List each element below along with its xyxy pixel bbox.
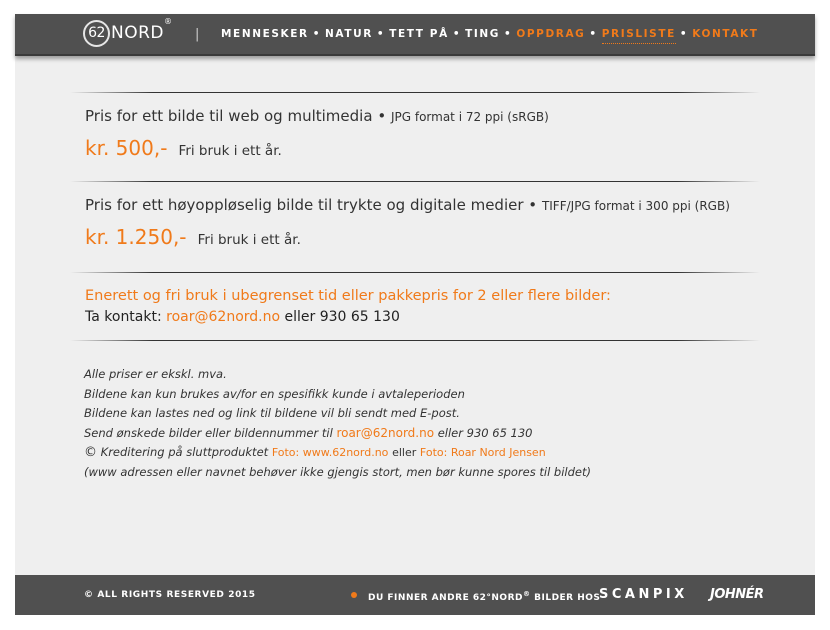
nav-dot: • [312,28,322,40]
contact-prefix: Ta kontakt: [85,309,162,325]
bullet: • [528,196,538,214]
divider [70,340,760,341]
web-price-amount: kr. 500,- [85,136,168,160]
footer-partners-text [368,590,600,603]
print-price-title [85,196,730,214]
note-order [84,424,591,444]
footer-bullet-icon [351,592,357,598]
note-credit [84,443,591,463]
nav-item-tett-pa[interactable]: TETT PÅ [389,28,449,40]
terms-notes [84,365,591,482]
divider [70,272,760,273]
nav-item-kontakt[interactable]: KONTAKT [692,28,759,40]
web-price-terms: Fri bruk i ett år. [178,143,282,159]
nav-item-ting[interactable]: TING [465,28,501,40]
footer-copyright: © ALL RIGHTS RESERVED 2015 [84,590,256,600]
credit-example-name: Foto: Roar Nord Jensen [419,446,546,459]
note-usage: Bildene kan kun brukes av/for en spesifikk kunde i avtaleperioden [84,386,465,401]
web-price-heading: Pris for ett bilde til web og multimedia [85,107,373,125]
note-delivery: Bildene kan lastes ned og link til bildene vil bli sendt med E-post. [84,406,460,420]
nav-separator: | [195,27,200,42]
exclusive-offer-heading: Enerett og fri bruk i ubegrenset tid eller pakkepris for 2 eller flere bilder: [85,288,611,304]
nav-item-oppdrag[interactable]: OPPDRAG [516,28,586,40]
nav-dot: • [504,28,513,40]
web-price-title [85,107,549,125]
logo-registered-mark: ® [164,17,172,26]
note-email-link[interactable]: roar@62nord.no [336,425,435,440]
print-price-row [85,225,301,249]
footer-find-suffix: BILDER HOS [534,593,601,603]
web-price-row [85,136,282,160]
print-price-amount: kr. 1.250,- [85,225,187,249]
divider [70,92,760,93]
bullet: • [377,107,387,125]
contact-line [85,309,400,325]
note-order-prefix: Send ønskede bilder eller bildennummer til [84,425,333,440]
nav-item-natur[interactable]: NATUR [325,28,373,40]
nav-dot: • [679,28,689,40]
copyright-icon: © [84,445,97,460]
footer-bar [15,575,815,615]
footer-registered-mark: ® [522,590,531,598]
contact-phone: eller 930 65 130 [284,309,400,325]
logo-word: NORD [111,23,164,43]
scanpix-logo-link[interactable]: SCANPIX [599,587,688,602]
note-credit-prefix: Kreditering på sluttproduktet [100,445,269,459]
nav-dot: • [452,28,462,40]
web-format: JPG format i 72 ppi (sRGB) [390,110,549,124]
nav-dot: • [589,28,598,40]
nav-item-prisliste[interactable]: PRISLISTE [602,28,676,44]
note-order-suffix: eller 930 65 130 [437,425,533,440]
nav-dot: • [376,28,386,40]
divider [70,181,760,182]
contact-email-link[interactable]: roar@62nord.no [166,309,281,325]
logo-circle: 62 [83,20,110,47]
credit-or: eller [392,446,417,459]
page-frame [15,14,815,615]
top-navigation-bar [15,14,815,56]
johner-logo-link[interactable]: JOHNÉR [710,587,764,602]
print-format: TIFF/JPG format i 300 ppi (RGB) [541,199,730,213]
footer-find-prefix: DU FINNER ANDRE 62°NORD [368,593,523,603]
print-price-terms: Fri bruk i ett år. [197,232,301,248]
print-price-heading: Pris for ett høyoppløselig bilde til trykte og digitale medier [85,196,524,214]
note-credit-size: (www adressen eller navnet behøver ikke gjengis stort, men bør kunne spores til bildet) [84,464,591,479]
nav-item-mennesker[interactable]: MENNESKER [221,28,309,40]
main-navigation [221,28,759,40]
note-vat: Alle priser er ekskl. mva. [84,367,227,381]
credit-example-url: Foto: www.62nord.no [271,446,389,459]
